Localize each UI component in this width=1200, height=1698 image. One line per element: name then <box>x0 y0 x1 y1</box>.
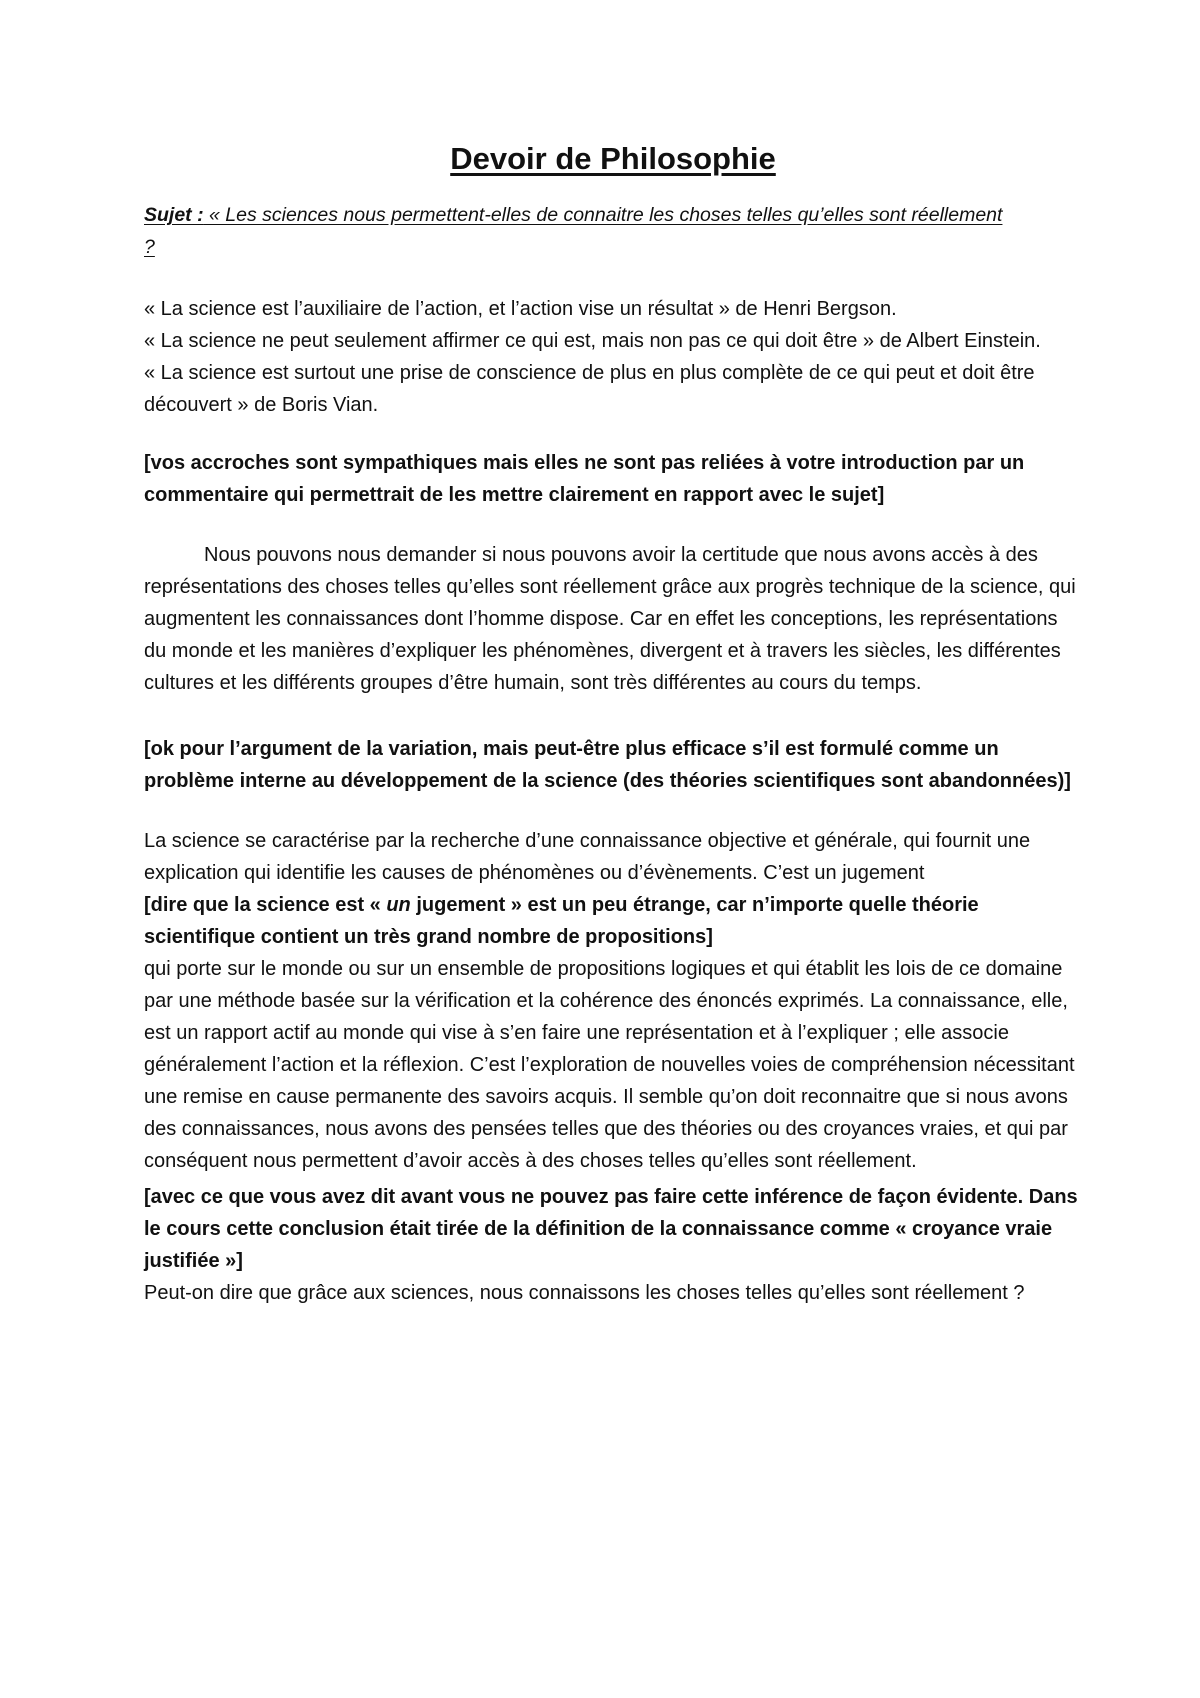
comment-3-after: jugement » est un peu étrange, car n’importe quelle théorie scientifique contient un très grand nombre de propositions] <box>144 894 979 949</box>
subject-text: « Les sciences nous permettent-elles de connaitre les choses telles qu’elles sont réellement ? <box>144 204 1003 259</box>
teacher-comment-2: [ok pour l’argument de la variation, mais peut-être plus efficace s’il est formulé comme un problème interne au développement de la science (des théories scientifiques sont abandonnées)] <box>144 738 1071 793</box>
quote-einstein: « La science ne peut seulement affirmer ce qui est, mais non pas ce qui doit être » de Albert Einstein. <box>144 330 1041 353</box>
quote-bergson: « La science est l’auxiliaire de l’action, et l’action vise un résultat » de Henri Bergson. <box>144 298 897 321</box>
document-title: Devoir de Philosophie <box>450 141 776 176</box>
paragraph-knowledge: qui porte sur le monde ou sur un ensemble de propositions logiques et qui établit les lois de ce domaine par une méthode basée sur la vérification et la cohérence des énoncés exprimés. La connaissance, elle, est un rapport actif au monde qui vise à s’en faire une représentation et à l’expliquer ; elle associe généralement l’action et la réflexion. C’est l’exploration de nouvelles voies de compréhension nécessitant une remise en cause permanente des savoirs acquis. Il semble qu’on doit reconnaitre que si nous avons des connaissances, nous avons des pensées telles que des théories ou des croyances vraies, et qui par conséquent nous permettent d’avoir accès à des choses telles qu’elles sont réellement. <box>144 958 1075 1173</box>
paragraph-problem: Peut-on dire que grâce aux sciences, nous connaissons les choses telles qu’elles sont réellement ? <box>144 1282 1025 1305</box>
subject-line <box>144 199 1014 263</box>
paragraph-intro: Nous pouvons nous demander si nous pouvons avoir la certitude que nous avons accès à des représentations des choses telles qu’elles sont réellement grâce aux progrès technique de la science, qui augmentent les connaissances dont l’homme dispose. Car en effet les conceptions, les représentations du monde et les manières d’expliquer les phénomènes, divergent et à travers les siècles, les différentes cultures et les différents groupes d’être humain, sont très différentes au cours du temps. <box>144 544 1076 695</box>
subject-label: Sujet : <box>144 204 204 227</box>
teacher-comment-4: [avec ce que vous avez dit avant vous ne pouvez pas faire cette inférence de façon évidente. Dans le cours cette conclusion était tirée de la définition de la connaissance comme « croyance vraie justifiée »] <box>144 1186 1078 1273</box>
teacher-comment-1: [vos accroches sont sympathiques mais elles ne sont pas reliées à votre introduction par un commentaire qui permettrait de les mettre clairement en rapport avec le sujet] <box>144 452 1025 507</box>
paragraph-definition: La science se caractérise par la recherche d’une connaissance objective et générale, qui fournit une explication qui identifie les causes de phénomènes ou d’évènements. C’est un jugement <box>144 830 1031 885</box>
comment-3-emphasis: un <box>386 894 411 917</box>
teacher-comment-3 <box>144 889 1082 953</box>
quotes-block <box>144 293 1082 421</box>
quote-vian: « La science est surtout une prise de conscience de plus en plus complète de ce qui peut et doit être découvert » de Boris Vian. <box>144 362 1035 417</box>
comment-3-before: [dire que la science est « <box>144 894 387 917</box>
